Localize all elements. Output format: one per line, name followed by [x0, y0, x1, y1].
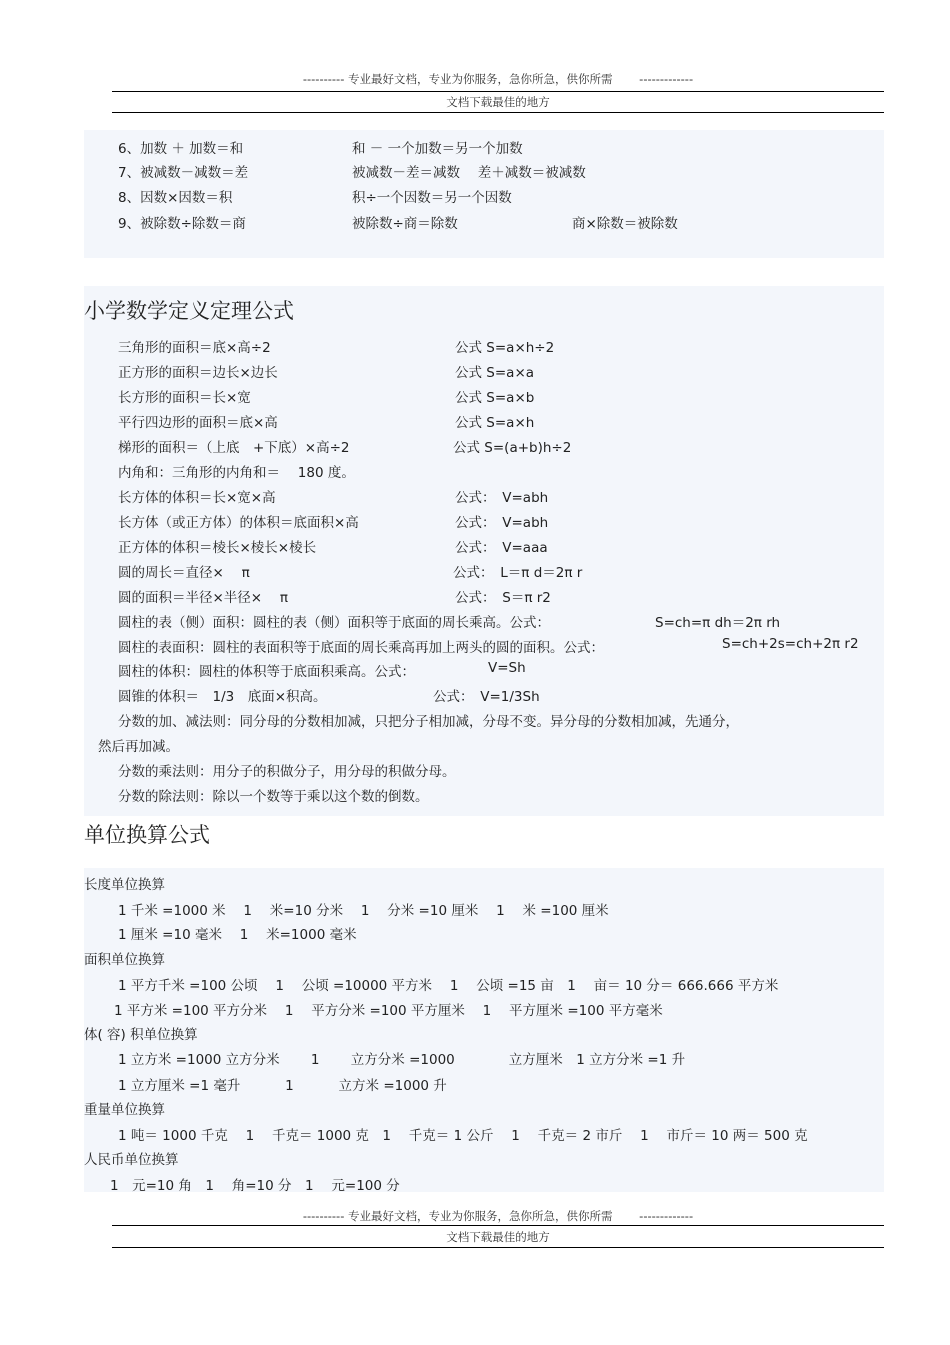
- relation-8-b: 积÷一个因数＝另一个因数: [352, 190, 512, 206]
- fraction-div-rule: 分数的除法则：除以一个数等于乘以这个数的倒数。: [118, 789, 429, 805]
- formula-text: 长方体的体积＝长×宽×高: [118, 490, 276, 506]
- formula-text: 正方体的体积＝棱长×棱长×棱长: [118, 540, 317, 556]
- cylinder-text: 圆柱的表面积：圆柱的表面积等于底面的周长乘高再加上两头的圆的面积。公式：: [118, 640, 604, 656]
- formulas-title: 小学数学定义定理公式: [84, 299, 294, 323]
- footer-rule-top: [112, 1225, 884, 1226]
- length-title: 长度单位换算: [84, 877, 165, 893]
- relation-6-a: 6、加数 ＋ 加数＝和: [118, 141, 244, 157]
- length-line-2: 1 厘米 =10 毫米 1 米=1000 毫米: [118, 927, 357, 943]
- formula-text: 平行四边形的面积＝底×高: [118, 415, 278, 431]
- volume-line-2: 1 立方厘米 =1 毫升 1 立方米 =1000 升: [118, 1078, 447, 1094]
- volume-title: 体( 容) 积单位换算: [84, 1027, 198, 1043]
- formula-text: 长方体（或正方体）的体积＝底面积×高: [118, 515, 359, 531]
- rmb-title: 人民币单位换算: [84, 1152, 179, 1168]
- formula-text: 内角和：三角形的内角和＝ 180 度。: [118, 465, 355, 481]
- fraction-add-rule: 分数的加、减法则：同分母的分数相加减，只把分子相加减，分母不变。异分母的分数相加减，先通分，: [118, 714, 739, 730]
- formula-text: 正方形的面积＝边长×边长: [118, 365, 278, 381]
- formula-text: 三角形的面积＝底×高÷2: [118, 340, 271, 356]
- formula-expr: 公式 S=a×h÷2: [455, 340, 555, 356]
- header-rule-bottom: [112, 112, 884, 113]
- formula-text: 梯形的面积＝（上底 +下底）×高÷2: [118, 440, 350, 456]
- cone-text: 圆锥的体积＝ 1/3 底面×积高。: [118, 689, 327, 705]
- formula-expr: 公式 S=a×b: [455, 390, 535, 406]
- formula-expr: 公式： V=abh: [455, 515, 549, 531]
- formula-expr: 公式： V=abh: [455, 490, 549, 506]
- relation-9-a: 9、被除数÷除数＝商: [118, 216, 246, 232]
- header-rule-top: [112, 91, 884, 92]
- volume-line-1: 1 立方米 =1000 立方分米 1 立方分米 =1000 立方厘米 1 立方分米 =1 升: [118, 1052, 686, 1068]
- weight-line-1: 1 吨＝ 1000 千克 1 千克＝ 1000 克 1 千克＝ 1 公斤 1 千克＝ 2 市斤 1 市斤＝ 10 两＝ 500 克: [118, 1128, 808, 1144]
- relation-8-a: 8、因数×因数＝积: [118, 190, 233, 206]
- cylinder-formula: S=ch=π dh＝2π rh: [655, 615, 781, 631]
- rmb-line-1: 1 元=10 角 1 角=10 分 1 元=100 分: [110, 1178, 400, 1194]
- relation-7-b: 被减数－差＝减数 差＋减数＝被减数: [352, 165, 586, 181]
- footer-site: 文档下载最佳的地方: [446, 1230, 550, 1244]
- header-site: 文档下载最佳的地方: [446, 95, 550, 109]
- footer-rule-bottom: [112, 1247, 884, 1248]
- area-title: 面积单位换算: [84, 952, 165, 968]
- formula-expr: 公式： S＝π r2: [455, 590, 551, 606]
- formula-text: 圆的周长＝直径× π: [118, 565, 250, 581]
- formula-expr: 公式： V=aaa: [455, 540, 548, 556]
- units-title: 单位换算公式: [84, 823, 210, 847]
- relation-9-b: 被除数÷商＝除数: [352, 216, 458, 232]
- formula-expr: 公式： L＝π d＝2π r: [453, 565, 583, 581]
- formula-text: 圆的面积＝半径×半径× π: [118, 590, 289, 606]
- footer-tagline: ---------- 专业最好文档，专业为你服务，急你所急，供你所需 -------------: [302, 1209, 694, 1223]
- formula-text: 长方形的面积＝长×宽: [118, 390, 251, 406]
- formula-expr: 公式 S=(a+b)h÷2: [453, 440, 572, 456]
- relation-9-c: 商×除数＝被除数: [572, 216, 678, 232]
- relation-6-b: 和 － 一个加数＝另一个加数: [352, 141, 523, 157]
- formula-expr: 公式 S=a×h: [455, 415, 535, 431]
- fraction-add-rule-cont: 然后再加减。: [98, 739, 179, 755]
- area-line-2: 1 平方米 =100 平方分米 1 平方分米 =100 平方厘米 1 平方厘米 =100 平方毫米: [114, 1003, 663, 1019]
- relation-7-a: 7、被减数－减数＝差: [118, 165, 249, 181]
- cone-formula: 公式： V=1/3Sh: [433, 689, 540, 705]
- area-line-1: 1 平方千米 =100 公顷 1 公顷 =10000 平方米 1 公顷 =15 亩 1 亩＝ 10 分＝ 666.666 平方米: [118, 978, 779, 994]
- header-tagline: ---------- 专业最好文档，专业为你服务，急你所急，供你所需 -------------: [302, 72, 694, 86]
- cylinder-text: 圆柱的体积：圆柱的体积等于底面积乘高。公式：: [118, 664, 415, 680]
- length-line-1: 1 千米 =1000 米 1 米=10 分米 1 分米 =10 厘米 1 米 =100 厘米: [118, 903, 609, 919]
- fraction-mul-rule: 分数的乘法则：用分子的积做分子，用分母的积做分母。: [118, 764, 456, 780]
- cylinder-formula: S=ch+2s=ch+2π r2: [722, 636, 859, 652]
- weight-title: 重量单位换算: [84, 1102, 165, 1118]
- formula-expr: 公式 S=a×a: [455, 365, 535, 381]
- cylinder-formula: V=Sh: [488, 660, 526, 676]
- cylinder-text: 圆柱的表（侧）面积：圆柱的表（侧）面积等于底面的周长乘高。公式：: [118, 615, 550, 631]
